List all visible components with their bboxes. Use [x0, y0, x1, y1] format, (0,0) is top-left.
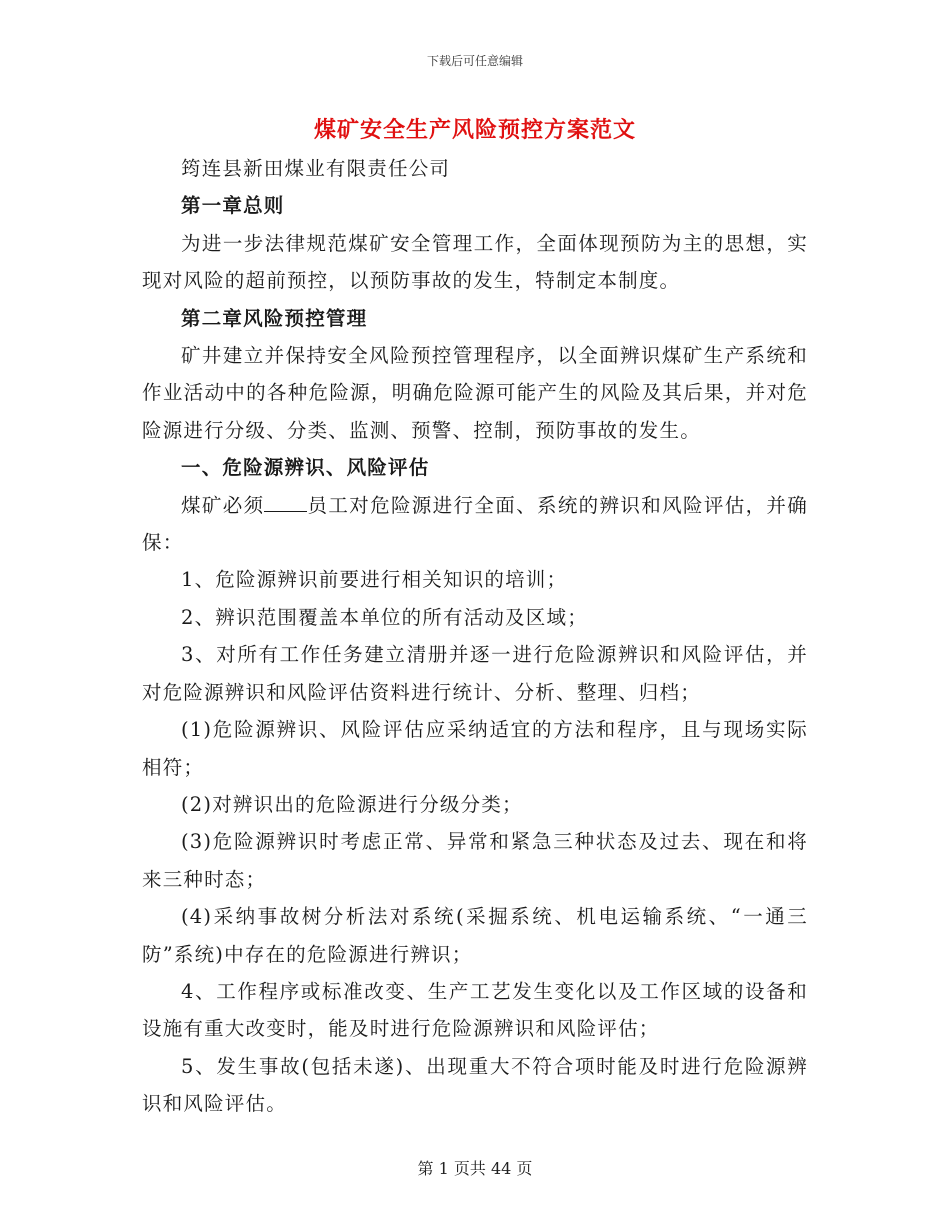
page-number: 第 1 页共 44 页: [417, 1159, 533, 1178]
section1-heading: 一、危险源辨识、风险评估: [181, 456, 430, 480]
section1-intro-after: 员工对危险源进行全面、系统的辨识和风险评估，并确保：: [142, 493, 808, 555]
chapter1-heading: 第一章总则: [181, 194, 285, 218]
document-body: [142, 150, 808, 1123]
document-title: 煤矿安全生产风险预控方案范文: [313, 117, 636, 143]
list-item: 1、危险源辨识前要进行相关知识的培训；: [181, 568, 568, 592]
chapter2-heading: 第二章风险预控管理: [181, 306, 368, 330]
list-item: (2)对辨识出的危险源进行分级分类；: [181, 792, 523, 816]
chapter1-paragraph: 为进一步法律规范煤矿安全管理工作，全面体现预防为主的思想，实现对风险的超前预控，以预防事故的发生，特制定本制度。: [142, 231, 808, 293]
list-item: (3)危险源辨识时考虑正常、异常和紧急三种状态及过去、现在和将来三种时态；: [142, 830, 808, 891]
header-note: 下载后可任意编辑: [426, 54, 523, 68]
list-item: (1)危险源辨识、风险评估应采纳适宜的方法和程序，且与现场实际相符；: [142, 718, 808, 779]
company-name: 筠连县新田煤业有限责任公司: [181, 157, 451, 180]
list-item: 3、对所有工作任务建立清册并逐一进行危险源辨识和风险评估，并对危险源辨识和风险评估资料进行统计、分析、整理、归档；: [142, 643, 808, 704]
list-item: 4、工作程序或标准改变、生产工艺发生变化以及工作区域的设备和设施有重大改变时，能及时进行危险源辨识和风险评估；: [142, 979, 808, 1041]
section1-intro: [142, 487, 808, 562]
list-item: 2、辨识范围覆盖本单位的所有活动及区域；: [181, 605, 588, 629]
section1-intro-before: 煤矿必须: [181, 493, 265, 517]
chapter2-paragraph: 矿井建立并保持安全风险预控管理程序，以全面辨识煤矿生产系统和作业活动中的各种危险源，明确危险源可能产生的风险及其后果，并对危险源进行分级、分类、监测、预警、控制，预防事故的发生。: [142, 344, 808, 442]
fill-in-blank: [264, 491, 307, 512]
list-item: 5、发生事故(包括未遂)、出现重大不符合项时能及时进行危险源辨识和风险评估。: [142, 1054, 808, 1116]
list-item: (4)采纳事故树分析法对系统(采掘系统、机电运输系统、“一通三防”系统)中存在的危险源进行辨识；: [142, 905, 808, 966]
